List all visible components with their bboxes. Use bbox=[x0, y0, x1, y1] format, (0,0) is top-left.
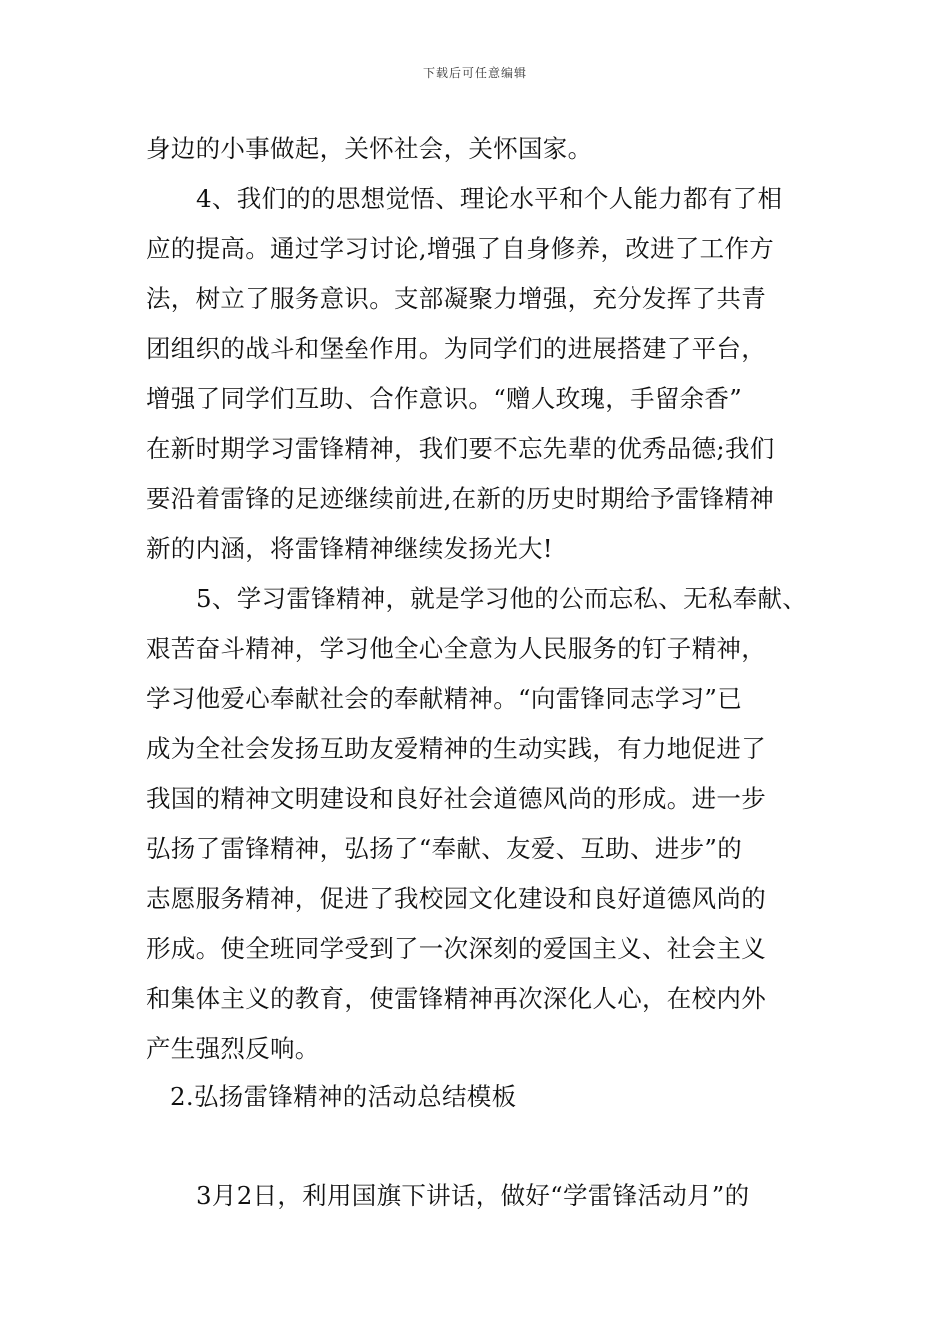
body-line: 成为全社会发扬互助友爱精神的生动实践，有力地促进了 bbox=[146, 734, 766, 763]
body-line: 要沿着雷锋的足迹继续前进,在新的历史时期给予雷锋精神 bbox=[146, 484, 775, 513]
body-line: 团组织的战斗和堡垒作用。为同学们的进展搭建了平台， bbox=[146, 334, 766, 363]
body-line: 增强了同学们互助、合作意识。“赠人玫瑰，手留余香” bbox=[146, 384, 743, 413]
body-line: 4、我们的的思想觉悟、理论水平和个人能力都有了相 bbox=[196, 184, 783, 213]
body-line: 法，树立了服务意识。支部凝聚力增强，充分发挥了共青 bbox=[146, 284, 766, 313]
body-line: 艰苦奋斗精神，学习他全心全意为人民服务的钉子精神， bbox=[146, 634, 766, 663]
body-line: 我国的精神文明建设和良好社会道德风尚的形成。进一步 bbox=[146, 784, 766, 813]
body-line: 产生强烈反响。 bbox=[146, 1034, 320, 1063]
page-header: 下载后可任意编辑 bbox=[422, 66, 527, 80]
body-line: 和集体主义的教育，使雷锋精神再次深化人心，在校内外 bbox=[146, 984, 766, 1013]
section-heading: 2.弘扬雷锋精神的活动总结模板 bbox=[170, 1082, 517, 1111]
body-line: 志愿服务精神，促进了我校园文化建设和良好道德风尚的 bbox=[146, 884, 766, 913]
body-line: 形成。使全班同学受到了一次深刻的爱国主义、社会主义 bbox=[146, 934, 766, 963]
body-line: 身边的小事做起，关怀社会，关怀国家。 bbox=[146, 134, 593, 163]
body-line: 在新时期学习雷锋精神，我们要不忘先辈的优秀品德;我们 bbox=[146, 434, 775, 463]
body-line: 弘扬了雷锋精神，弘扬了“奉献、友爱、互助、进步”的 bbox=[146, 834, 743, 863]
body-line: 新的内涵，将雷锋精神继续发扬光大! bbox=[146, 534, 553, 563]
body-line: 3月2日，利用国旗下讲话，做好“学雷锋活动月”的 bbox=[196, 1181, 750, 1210]
body-line: 学习他爱心奉献社会的奉献精神。“向雷锋同志学习”已 bbox=[146, 684, 743, 713]
body-line: 5、学习雷锋精神，就是学习他的公而忘私、无私奉献、 bbox=[196, 584, 808, 613]
body-line: 应的提高。通过学习讨论,增强了自身修养，改进了工作方 bbox=[146, 234, 775, 263]
